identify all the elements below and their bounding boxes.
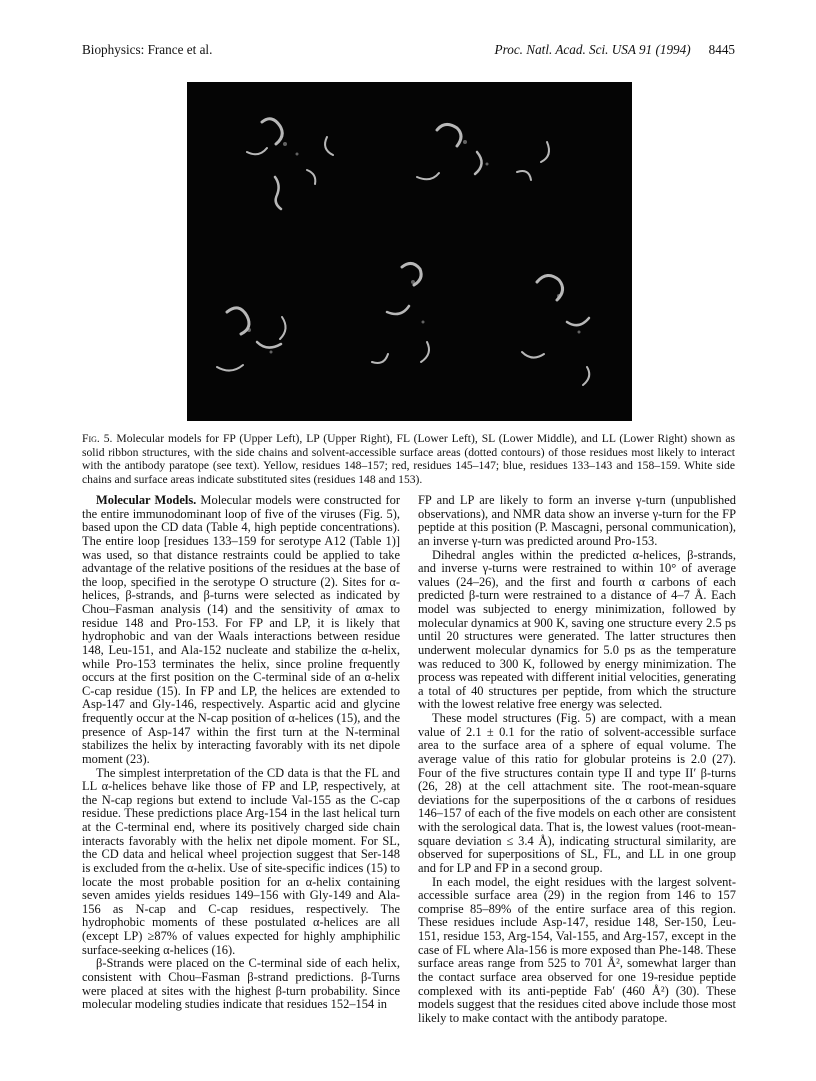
paragraph: These model structures (Fig. 5) are compact, with a mean value of 2.1 ± 0.1 for the ratio of solvent-accessible surface area to the surface area of a sphere of equal volume. The average value of this ratio for globular proteins is 2.0 (27). Four of the five structures contain type II and type II′ β-turns (26, 28) at the cell attachment site. The root-mean-square deviations for the superpositions of the α carbons of residues 146–157 of each of the five models on each other are consistent with the serological data. That is, the lowest values (root-mean-square deviation ≤ 3.4 Å), indicating structural similarity, are observed for superpositions of SL, FL, and LL in one group and for LP and FP in a second group. bbox=[418, 711, 736, 875]
section-heading-molecular-models: Molecular Models. bbox=[96, 493, 197, 507]
right-column bbox=[418, 494, 736, 1025]
left-column bbox=[82, 494, 400, 1012]
paragraph: The simplest interpretation of the CD data is that the FL and LL α-helices behave like those of FP and LP, respectively, at the N-cap regions but extend to include Val-155 as the C-cap residue. These predictions place Arg-154 in the last helical turn at the C-terminal end, where its positively charged side chain interacts favorably with the helix net dipole moment. For SL, the CD data and helical wheel projection suggest that Ser-148 is excluded from the α-helix. Use of site-specific indices (15) to locate the most probable position for an α-helix containing seven amides yields residues 149–156 with Gly-149 and Ala-156 as N-cap and C-cap residues, respectively. The hydrophobic moments of these postulated α-helices are all (except LP) ≥87% of values expected for highly amphiphilic surface-seeking α-helices (16). bbox=[82, 765, 400, 957]
header-journal-citation: Proc. Natl. Acad. Sci. USA 91 (1994) bbox=[494, 42, 691, 57]
figure-caption bbox=[82, 432, 735, 486]
ribbon-models-image bbox=[187, 82, 632, 421]
running-header bbox=[82, 42, 735, 60]
header-section-authors: Biophysics: France et al. bbox=[82, 42, 213, 57]
paragraph: In each model, the eight residues with the largest solvent-accessible surface area (29) in the region from 146 to 157 comprise 85–89% of the entire surface area of this region. These residues include Asp-147, residue 148, Ser-150, Leu-151, residue 153, Arg-154, Val-155, and Arg-157, except in the case of FL where Ala-156 is more exposed than Phe-148. These surface areas range from 525 to 701 Å², somewhat larger than the contact surface area observed for one 19-residue peptide complexed with its anti-peptide Fab′ (460 Å²) (30). These models suggest that the residues cited above include those most likely to make contact with the antibody paratope. bbox=[418, 874, 736, 1025]
paragraph bbox=[82, 494, 400, 767]
header-page-number: 8445 bbox=[708, 42, 735, 57]
paragraph: FP and LP are likely to form an inverse γ-turn (unpublished observations), and NMR data show an inverse γ-turn for the FP peptide at this position (P. Mascagni, personal communication), an inverse γ-turn was predicted around Pro-153. bbox=[418, 493, 736, 548]
paragraph-text: Molecular models were constructed for the entire immunodominant loop of five of the viruses (Fig. 5), based upon the CD data (Table 4, high peptide concentrations). The entire loop [residues 133–159 for serotype A12 (Table 1)] was used, so that distance restraints could be applied to take advantage of the relative positions of the residues at the base of the loop, specified in the serotype O structure (2). Sites for α-helices, β-strands, and β-turns were selected as indicated by Chou–Fasman analysis (14) and the sensitivity of αmax to residue 148 and Pro-153. For FP and LP, it is likely that hydrophobic and van der Waals interactions between residue 148, Leu-151, and Ala-152 nucleate and stabilize the α-helix, while Pro-153 terminates the helix, since proline frequently occurs at the first position on the C-terminal side of an α-helix C-cap residue (15). In FP and LP, the helices are extended to Asp-147 and Gly-146, respectively. Aspartic acid and glycine frequently occur at the N-cap position of α-helices (15), and the presence of Asp-147 within the first turn at the N-terminal stabilizes the helix by interacting favorably with its net dipole moment (23). bbox=[82, 493, 400, 766]
paragraph: β-Strands were placed on the C-terminal side of each helix, consistent with Chou–Fasman β-strand predictions. β-Turns were placed at sites with the highest β-turn probability. Since molecular modeling studies indicate that residues 152–154 in bbox=[82, 956, 400, 1012]
caption-label: Fig. 5. bbox=[82, 432, 113, 445]
caption-text: Molecular models for FP (Upper Left), LP (Upper Right), FL (Lower Left), SL (Lower Middle), and LL (Lower Right) shown as solid ribbon structures, with the side chains and solvent-accessible surface areas (dotted contours) of those residues most likely to interact with the antibody paratope (see text). Yellow, residues 148–157; red, residues 145–147; blue, residues 133–143 and 158–159. White side chains and surface areas indicate substituted sites (residues 148 and 153). bbox=[82, 432, 735, 486]
header-journal bbox=[495, 42, 735, 58]
paragraph: Dihedral angles within the predicted α-helices, β-strands, and inverse γ-turns were restrained to within 10° of average values (24–26), and the first and fourth α carbons of each predicted β-turn were restrained to a distance of 4–7 Å. Each model was subjected to energy minimization, followed by molecular dynamics at 900 K, saving one structure every 2.5 ps until 20 structures were generated. The latter structures then underwent molecular dynamics for 5.0 ps as the temperature was reduced to 300 K, followed by energy minimization. The process was repeated with different initial velocities, generating a total of 40 structures per peptide, from which the structure with the lowest relative free energy was selected. bbox=[418, 547, 736, 712]
figure-molecular-models bbox=[187, 82, 632, 421]
